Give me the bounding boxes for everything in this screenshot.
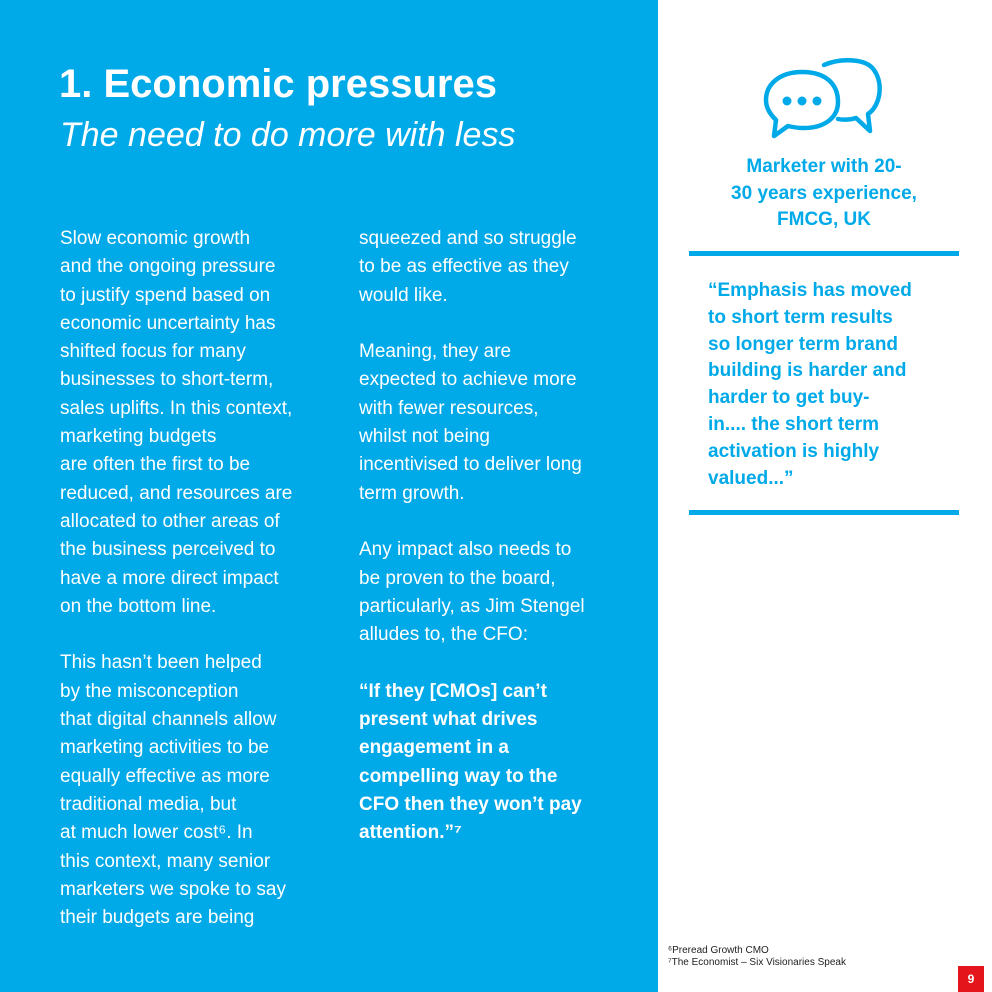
text-line: shifted focus for many: [60, 341, 246, 363]
quote-line: activation is highly: [708, 440, 880, 462]
text-line: sales uplifts. In this context,: [60, 397, 293, 419]
text-line: allocated to other areas of: [60, 510, 280, 532]
quote-line: CFO then they won’t pay: [359, 793, 582, 815]
quote-line: harder to get buy-: [708, 387, 870, 409]
attribution-line: 30 years experience,: [731, 182, 917, 204]
divider-bottom: [689, 510, 959, 515]
footnote: ⁷The Economist – Six Visionaries Speak: [668, 957, 846, 968]
text-line: at much lower cost⁶. In: [60, 822, 253, 844]
page-number-badge: 9: [958, 966, 984, 992]
body-column-2: [359, 225, 639, 848]
paragraph-economic-growth: [60, 225, 345, 621]
paragraph-meaning: [359, 338, 639, 508]
page-title: 1. Economic pressures: [59, 62, 497, 106]
speech-bubbles-icon: [762, 56, 886, 140]
text-line: their budgets are being: [60, 907, 255, 929]
text-line: Meaning, they are: [359, 341, 512, 363]
text-line: alludes to, the CFO:: [359, 624, 528, 646]
quote-line: “If they [CMOs] can’t: [359, 680, 547, 702]
text-line: squeezed and so struggle: [359, 228, 577, 249]
body-column-1: [60, 225, 345, 932]
attribution-line: Marketer with 20-: [746, 156, 902, 177]
text-line: marketing budgets: [60, 426, 217, 448]
quote-line: engagement in a: [359, 737, 509, 759]
text-line: Slow economic growth: [60, 228, 251, 249]
text-line: to be as effective as they: [359, 256, 569, 278]
text-line: traditional media, but: [60, 793, 237, 815]
text-line: to justify spend based on: [60, 284, 271, 306]
quote-line: in.... the short term: [708, 413, 880, 435]
text-line: marketing activities to be: [60, 737, 270, 759]
text-line: reduced, and resources are: [60, 482, 293, 504]
paragraph-misconception: [60, 649, 345, 932]
quote-line: present what drives: [359, 709, 538, 731]
text-line: whilst not being: [359, 426, 490, 448]
text-line: and the ongoing pressure: [60, 256, 276, 278]
quote-line: to short term results: [708, 306, 893, 328]
paragraph-squeezed: [359, 225, 639, 310]
quote-attribution: [700, 154, 948, 234]
paragraph-board-impact: [359, 536, 639, 649]
paragraph-spacer: [359, 310, 639, 338]
text-line: marketers we spoke to say: [60, 878, 286, 900]
cmo-pull-quote: [359, 678, 639, 848]
paragraph-spacer: [359, 508, 639, 536]
text-line: economic uncertainty has: [60, 312, 276, 334]
text-line: with fewer resources,: [359, 397, 539, 419]
quote-line: compelling way to the: [359, 765, 558, 787]
text-line: this context, many senior: [60, 850, 271, 872]
text-line: be proven to the board,: [359, 567, 556, 589]
quote-line: attention.”⁷: [359, 822, 462, 844]
text-line: by the misconception: [60, 680, 239, 702]
text-line: Any impact also needs to: [359, 539, 572, 561]
paragraph-spacer: [60, 621, 345, 649]
text-line: the business perceived to: [60, 539, 276, 561]
footnotes: [668, 945, 846, 969]
text-line: equally effective as more: [60, 765, 270, 787]
attribution-line: FMCG, UK: [777, 209, 871, 231]
text-line: on the bottom line.: [60, 595, 217, 617]
quote-line: so longer term brand: [708, 333, 899, 355]
text-line: term growth.: [359, 482, 465, 504]
divider-top: [689, 251, 959, 256]
text-line: incentivised to deliver long: [359, 454, 582, 476]
text-line: expected to achieve more: [359, 369, 577, 391]
text-line: would like.: [359, 284, 448, 306]
text-line: particularly, as Jim Stengel: [359, 595, 585, 617]
quote-line: building is harder and: [708, 360, 907, 382]
page-subtitle: The need to do more with less: [60, 116, 516, 154]
quote-line: valued...”: [708, 467, 794, 489]
text-line: This hasn’t been helped: [60, 652, 262, 674]
footnote: ⁶Preread Growth CMO: [668, 945, 769, 956]
text-line: have a more direct impact: [60, 567, 279, 589]
text-line: are often the first to be: [60, 454, 251, 476]
paragraph-spacer: [359, 649, 639, 677]
text-line: businesses to short-term,: [60, 369, 274, 391]
sidebar-quote: [708, 278, 958, 492]
quote-line: “Emphasis has moved: [708, 280, 912, 301]
text-line: that digital channels allow: [60, 709, 277, 731]
